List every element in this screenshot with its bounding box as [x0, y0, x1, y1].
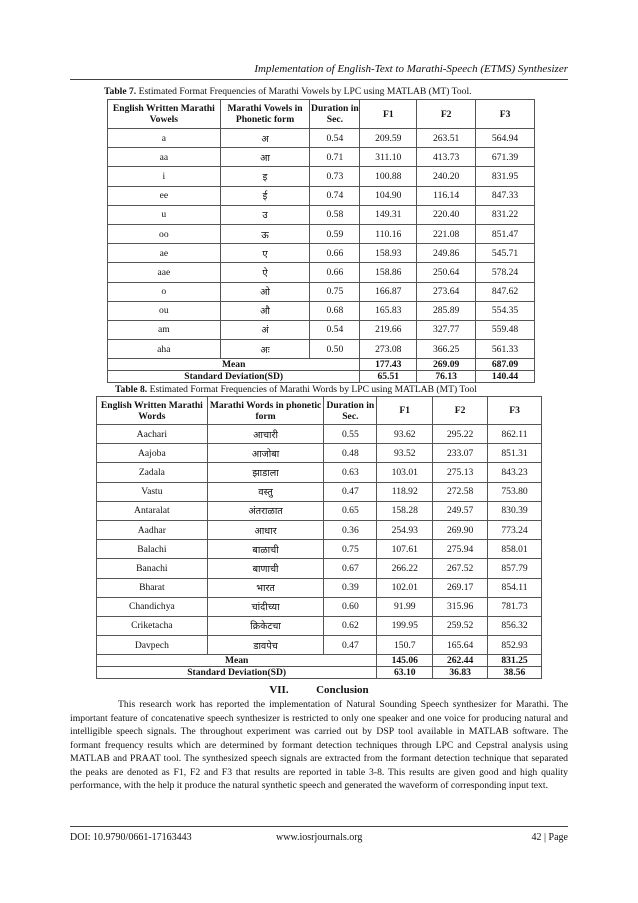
table8-cell-duration: 0.39	[324, 578, 377, 597]
table8-cell-f1: 103.01	[377, 463, 433, 482]
footer-rule	[70, 826, 568, 827]
table8-sd-row	[97, 667, 542, 679]
table8-cell-f2: 165.64	[433, 636, 488, 655]
table7-sd-f3: 140.44	[476, 371, 535, 383]
table8-cell-duration: 0.48	[324, 444, 377, 463]
table7-cell-f2: 413.73	[417, 148, 476, 167]
table8-cell-f2: 315.96	[433, 597, 488, 616]
table7-cell-f3: 671.39	[476, 148, 535, 167]
footer-doi: DOI: 10.9790/0661-17163443	[70, 832, 192, 843]
table8-cell-english: Davpech	[97, 636, 208, 655]
table8-cell-f2: 275.13	[433, 463, 488, 482]
table7-cell-duration: 0.74	[310, 186, 360, 205]
table8-cell-f3: 781.73	[488, 597, 542, 616]
table7-cell-phonetic: अ	[220, 129, 310, 148]
table8-mean-f2: 262.44	[433, 655, 488, 667]
table7-row	[108, 263, 535, 282]
section-heading	[0, 684, 638, 696]
table7-cell-f2: 220.40	[417, 205, 476, 224]
table8-cell-f1: 158.28	[377, 501, 433, 520]
table7-col-duration: Duration in Sec.	[310, 100, 360, 129]
table7-cell-phonetic: आ	[220, 148, 310, 167]
table7-cell-f2: 285.89	[417, 301, 476, 320]
table8-row	[97, 444, 542, 463]
table8-cell-duration: 0.55	[324, 425, 377, 444]
table8-cell-english: Aachari	[97, 425, 208, 444]
table7-row	[108, 282, 535, 301]
table7-cell-phonetic: अः	[220, 340, 310, 359]
table8-caption	[115, 384, 477, 395]
table7-row	[108, 301, 535, 320]
table8-cell-phonetic: वस्तु	[207, 482, 324, 501]
table8-col-english: English Written Marathi Words	[97, 397, 208, 425]
table8-cell-phonetic: अंतराळात	[207, 501, 324, 520]
table8-cell-phonetic: भारत	[207, 578, 324, 597]
table7-cell-f3: 847.62	[476, 282, 535, 301]
table7-cell-duration: 0.59	[310, 224, 360, 243]
table7-header-row	[108, 100, 535, 129]
table8-cell-phonetic: झाडाला	[207, 463, 324, 482]
table7-row	[108, 244, 535, 263]
table7-row	[108, 224, 535, 243]
table8-mean-f1: 145.06	[377, 655, 433, 667]
table7-mean-f1: 177.43	[360, 359, 417, 371]
section-title: Conclusion	[316, 684, 369, 696]
table7-cell-f1: 219.66	[360, 320, 417, 339]
table8-cell-english: Vastu	[97, 482, 208, 501]
table7-cell-f2: 327.77	[417, 320, 476, 339]
table8-cell-phonetic: डावपेच	[207, 636, 324, 655]
table7-cell-duration: 0.54	[310, 320, 360, 339]
table8-cell-phonetic: आजोबा	[207, 444, 324, 463]
table8-caption-text: Estimated Format Frequencies of Marathi Words by LPC using MATLAB (MT) Tool	[149, 384, 477, 395]
table8-cell-english: Aadhar	[97, 520, 208, 539]
table8-cell-duration: 0.60	[324, 597, 377, 616]
table7-cell-phonetic: उ	[220, 205, 310, 224]
table7-cell-f2: 116.14	[417, 186, 476, 205]
table7-col-phonetic: Marathi Vowels in Phonetic form	[220, 100, 310, 129]
table8-cell-f3: 862.11	[488, 425, 542, 444]
table7-cell-f2: 273.64	[417, 282, 476, 301]
table8-cell-f3: 851.31	[488, 444, 542, 463]
table7-cell-f2: 240.20	[417, 167, 476, 186]
table7-cell-duration: 0.73	[310, 167, 360, 186]
table8-cell-english: Banachi	[97, 559, 208, 578]
table8-cell-english: Zadala	[97, 463, 208, 482]
table7-cell-duration: 0.58	[310, 205, 360, 224]
table7-cell-english: am	[108, 320, 221, 339]
table7-col-english: English Written Marathi Vowels	[108, 100, 221, 129]
table7-row	[108, 205, 535, 224]
table8-row	[97, 482, 542, 501]
table7-cell-f3: 554.35	[476, 301, 535, 320]
table7-cell-english: aha	[108, 340, 221, 359]
table8-cell-f2: 249.57	[433, 501, 488, 520]
conclusion-paragraph: This research work has reported the implementation of Natural Sounding Speech synthesizer for Marathi. The important feature of concatenative speech synthesizer is restricted to only one speaker and one voice for producing natural and intelligible speech signals. The throughout experiment was carried out by DSP tool available in MATLAB software. The formant frequency results which are determined by formant detection techniques through LPC and Cepstral analysis using MATLAB and PRAAT tool. The synthesized speech signals are extracted from the formant detection technique that separated the peaks are denoted as F1, F2 and F3 that results are reported in table 3-8. This results are given good and high quality performance, with the help it produce the natural synthetic speech and generated the waveform of corresponding input text.	[70, 699, 568, 791]
table7-cell-f2: 263.51	[417, 129, 476, 148]
table8-col-f1: F1	[377, 397, 433, 425]
table8-mean-f3: 831.25	[488, 655, 542, 667]
table8-cell-f1: 150.7	[377, 636, 433, 655]
table8-col-f2: F2	[433, 397, 488, 425]
table8-cell-duration: 0.65	[324, 501, 377, 520]
table8-cell-f3: 753.80	[488, 482, 542, 501]
table7-cell-f1: 110.16	[360, 224, 417, 243]
table8-label: Table 8.	[115, 384, 148, 395]
table7-cell-f1: 273.08	[360, 340, 417, 359]
table8-row	[97, 463, 542, 482]
table7-cell-english: o	[108, 282, 221, 301]
table7-cell-f3: 559.48	[476, 320, 535, 339]
table7-cell-phonetic: अं	[220, 320, 310, 339]
table8-cell-f1: 102.01	[377, 578, 433, 597]
table7-cell-duration: 0.68	[310, 301, 360, 320]
table8-cell-english: Aajoba	[97, 444, 208, 463]
table8-cell-duration: 0.67	[324, 559, 377, 578]
table7-mean-row	[108, 359, 535, 371]
table8-cell-english: Balachi	[97, 540, 208, 559]
table7-cell-duration: 0.54	[310, 129, 360, 148]
table8-cell-f3: 857.79	[488, 559, 542, 578]
table8-cell-phonetic: आधार	[207, 520, 324, 539]
table8-cell-f1: 93.62	[377, 425, 433, 444]
table7-cell-duration: 0.50	[310, 340, 360, 359]
table7-sd-f1: 65.51	[360, 371, 417, 383]
table7-cell-f1: 104.90	[360, 186, 417, 205]
table7-cell-f1: 100.88	[360, 167, 417, 186]
table8-cell-f2: 272.58	[433, 482, 488, 501]
table7-cell-f3: 831.22	[476, 205, 535, 224]
table8-col-f3: F3	[488, 397, 542, 425]
table7-cell-duration: 0.66	[310, 244, 360, 263]
table8-row	[97, 425, 542, 444]
table8-row	[97, 540, 542, 559]
footer-page: 42 | Page	[531, 832, 568, 843]
table8-sd-f2: 36.83	[433, 667, 488, 679]
table7-sd-label: Standard Deviation(SD)	[108, 371, 360, 383]
table8-row	[97, 578, 542, 597]
table8	[96, 396, 542, 679]
table8-cell-f1: 199.95	[377, 616, 433, 635]
table8-row	[97, 559, 542, 578]
table7-cell-english: a	[108, 129, 221, 148]
table8-cell-f1: 266.22	[377, 559, 433, 578]
table8-cell-f2: 233.07	[433, 444, 488, 463]
table8-cell-f2: 275.94	[433, 540, 488, 559]
table7	[107, 99, 535, 383]
table7-cell-f3: 561.33	[476, 340, 535, 359]
table7-cell-f3: 851.47	[476, 224, 535, 243]
table8-col-phonetic: Marathi Words in phonetic form	[207, 397, 324, 425]
table7-cell-f3: 545.71	[476, 244, 535, 263]
table7-col-f3: F3	[476, 100, 535, 129]
section-number: VII.	[269, 684, 289, 696]
table7-cell-f3: 831.95	[476, 167, 535, 186]
table8-row	[97, 520, 542, 539]
table7-cell-english: aae	[108, 263, 221, 282]
table8-cell-duration: 0.62	[324, 616, 377, 635]
table8-cell-phonetic: आचारी	[207, 425, 324, 444]
table7-cell-phonetic: ए	[220, 244, 310, 263]
table7-row	[108, 320, 535, 339]
table7-cell-phonetic: ई	[220, 186, 310, 205]
table7-row	[108, 186, 535, 205]
table7-cell-phonetic: ओ	[220, 282, 310, 301]
table7-mean-label: Mean	[108, 359, 360, 371]
table7-cell-f1: 311.10	[360, 148, 417, 167]
table7-row	[108, 167, 535, 186]
table7-col-f1: F1	[360, 100, 417, 129]
table7-cell-f2: 221.08	[417, 224, 476, 243]
table7-row	[108, 340, 535, 359]
table8-row	[97, 501, 542, 520]
table7-cell-f2: 250.64	[417, 263, 476, 282]
table7-sd-f2: 76.13	[417, 371, 476, 383]
table8-cell-f3: 854.11	[488, 578, 542, 597]
table8-cell-f2: 267.52	[433, 559, 488, 578]
table7-cell-phonetic: इ	[220, 167, 310, 186]
table8-cell-english: Bharat	[97, 578, 208, 597]
table7-cell-duration: 0.71	[310, 148, 360, 167]
table7-cell-f2: 366.25	[417, 340, 476, 359]
table8-row	[97, 597, 542, 616]
table8-col-duration: Duration in Sec.	[324, 397, 377, 425]
table8-cell-duration: 0.75	[324, 540, 377, 559]
table7-cell-english: aa	[108, 148, 221, 167]
table8-cell-phonetic: बाळाची	[207, 540, 324, 559]
footer-site: www.iosrjournals.org	[276, 832, 363, 843]
table7-caption-text: Estimated Format Frequencies of Marathi Vowels by LPC using MATLAB (MT) Tool.	[138, 86, 472, 97]
table7-cell-english: u	[108, 205, 221, 224]
table8-cell-duration: 0.63	[324, 463, 377, 482]
table7-mean-f3: 687.09	[476, 359, 535, 371]
table7-cell-english: i	[108, 167, 221, 186]
table8-cell-phonetic: बाणाची	[207, 559, 324, 578]
table8-cell-duration: 0.36	[324, 520, 377, 539]
table8-cell-english: Criketacha	[97, 616, 208, 635]
running-header: Implementation of English-Text to Marathi-Speech (ETMS) Synthesizer	[70, 63, 568, 80]
table7-cell-f3: 578.24	[476, 263, 535, 282]
table8-cell-f2: 269.90	[433, 520, 488, 539]
table8-cell-f3: 858.01	[488, 540, 542, 559]
table8-cell-f1: 254.93	[377, 520, 433, 539]
table8-cell-f3: 852.93	[488, 636, 542, 655]
table8-cell-f2: 259.52	[433, 616, 488, 635]
table7-cell-phonetic: औ	[220, 301, 310, 320]
table8-cell-f1: 107.61	[377, 540, 433, 559]
table7-cell-f1: 209.59	[360, 129, 417, 148]
table8-cell-phonetic: क्रिकेटचा	[207, 616, 324, 635]
table8-header-row	[97, 397, 542, 425]
table7-caption	[104, 86, 472, 97]
table7-row	[108, 129, 535, 148]
table8-cell-f1: 91.99	[377, 597, 433, 616]
table8-row	[97, 616, 542, 635]
table8-cell-phonetic: चांदीच्या	[207, 597, 324, 616]
table8-cell-english: Antaralat	[97, 501, 208, 520]
table8-cell-f3: 830.39	[488, 501, 542, 520]
table7-cell-duration: 0.75	[310, 282, 360, 301]
table8-mean-row	[97, 655, 542, 667]
table7-cell-english: ou	[108, 301, 221, 320]
table7-cell-english: oo	[108, 224, 221, 243]
table8-cell-f3: 843.23	[488, 463, 542, 482]
table7-cell-phonetic: ऐ	[220, 263, 310, 282]
table7-cell-english: ee	[108, 186, 221, 205]
table8-cell-english: Chandichya	[97, 597, 208, 616]
table7-mean-f2: 269.09	[417, 359, 476, 371]
table7-cell-f1: 149.31	[360, 205, 417, 224]
table8-cell-f3: 773.24	[488, 520, 542, 539]
table7-label: Table 7.	[104, 86, 137, 97]
table7-col-f2: F2	[417, 100, 476, 129]
table8-row	[97, 636, 542, 655]
table8-sd-label: Standard Deviation(SD)	[97, 667, 377, 679]
table8-sd-f1: 63.10	[377, 667, 433, 679]
table8-cell-duration: 0.47	[324, 482, 377, 501]
table8-mean-label: Mean	[97, 655, 377, 667]
table7-cell-f1: 158.93	[360, 244, 417, 263]
table7-cell-phonetic: ऊ	[220, 224, 310, 243]
table8-cell-f2: 295.22	[433, 425, 488, 444]
table8-cell-f3: 856.32	[488, 616, 542, 635]
table7-cell-duration: 0.66	[310, 263, 360, 282]
table7-row	[108, 148, 535, 167]
table7-cell-f3: 847.33	[476, 186, 535, 205]
table7-cell-f1: 158.86	[360, 263, 417, 282]
table8-cell-f2: 269.17	[433, 578, 488, 597]
table8-cell-f1: 118.92	[377, 482, 433, 501]
table7-cell-f1: 165.83	[360, 301, 417, 320]
table7-cell-f3: 564.94	[476, 129, 535, 148]
table7-sd-row	[108, 371, 535, 383]
table7-cell-english: ae	[108, 244, 221, 263]
table8-sd-f3: 38.56	[488, 667, 542, 679]
table7-cell-f2: 249.86	[417, 244, 476, 263]
table8-cell-duration: 0.47	[324, 636, 377, 655]
table8-cell-f1: 93.52	[377, 444, 433, 463]
table7-cell-f1: 166.87	[360, 282, 417, 301]
